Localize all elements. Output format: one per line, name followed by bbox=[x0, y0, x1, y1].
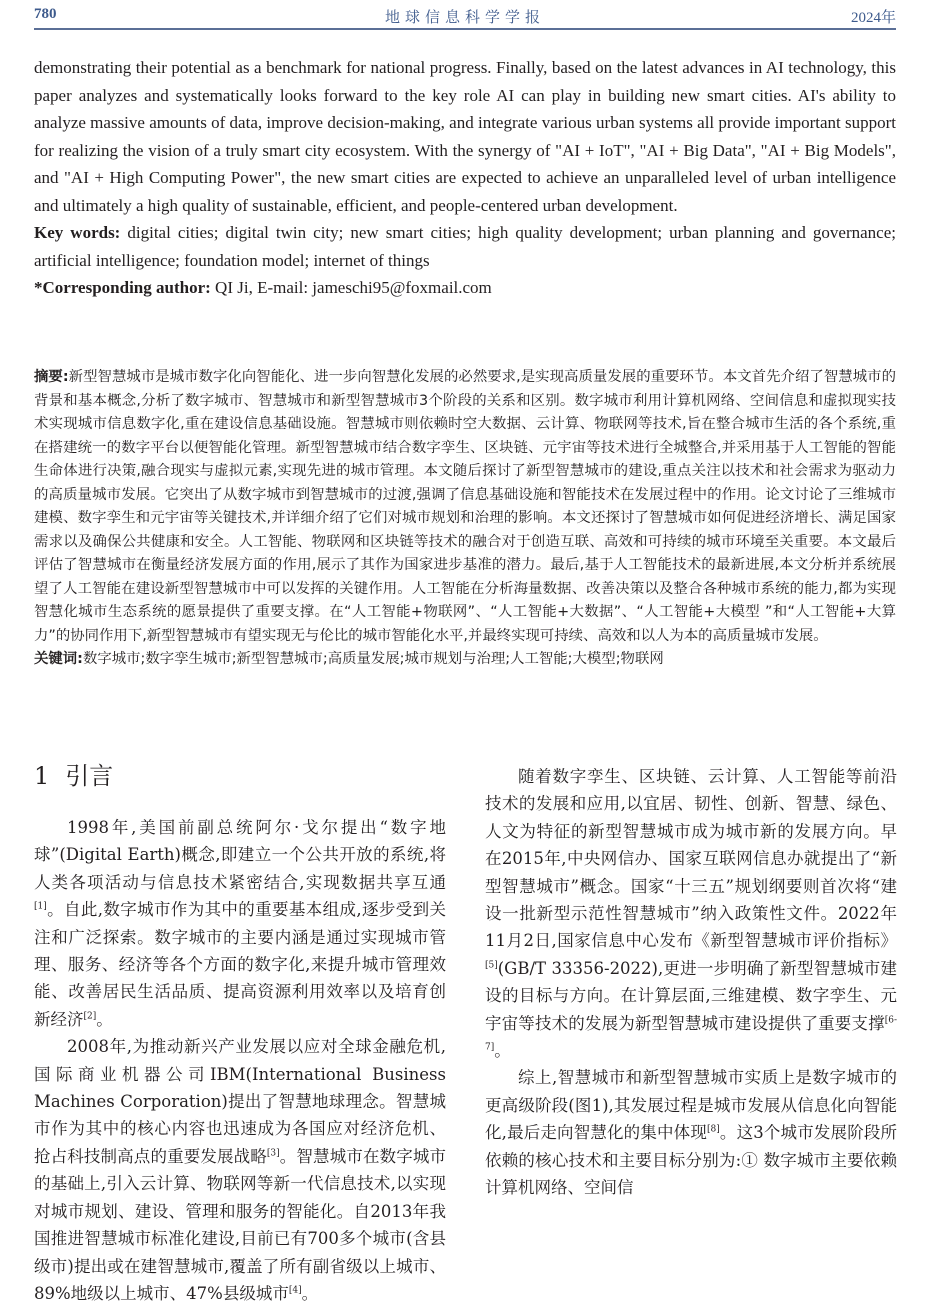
citation-ref-3[interactable]: [3] bbox=[266, 1148, 280, 1159]
chinese-keywords bbox=[34, 648, 896, 672]
chinese-abstract-text: 新型智慧城市是城市数字化向智能化、进一步向智慧化发展的必然要求,是实现高质量发展的重要环节。本文首先介绍了智慧城市的背景和基本概念,分析了数字城市、智慧城市和新型智慧城市3个阶段的关系和区别。数字城市利用计算机网络、空间信息和虚拟现实技术实现城市信息数字化,重在建设信息基础设施。智慧城市则依赖时空大数据、云计算、物联网等技术,旨在整合城市生活的各个系统,重在搭建统一的数字平台以便智能化管理。新型智慧城市结合数字孪生、区块链、元宇宙等技术进行全城整合,并采用基于人工智能的智能生命体进行决策,融合现实与虚拟元素,实现先进的城市管理。本文随后探讨了新型智慧城市的建设,重点关注以技术和社会需求为驱动力的高质量城市发展。它突出了从数字城市到智慧城市的过渡,强调了信息基础设施和智能技术在发展过程中的作用。论文讨论了三维城市建模、数字孪生和元宇宙等关键技术,并详细介绍了它们对城市规划和治理的影响。本文还探讨了智慧城市如何促进经济增长、满足国家需求以及确保公共健康和安全。人工智能、物联网和区块链等技术的融合对于创造互联、高效和可持续的城市环境至关重要。本文最后评估了智慧城市在衡量经济发展方面的作用,展示了其作为国家进步基准的潜力。最后,基于人工智能技术的最新进展,本文分析并系统展望了人工智能在建设新型智慧城市中可以发挥的关键作用。人工智能在分析海量数据、改善决策以及整合各种城市系统的能力,都为实现智慧化城市生态系统的愿景提供了重要支撑。在“人工智能+物联网”、“人工智能+大数据”、“人工智能+大模型 ”和“人工智能+大算力”的协同作用下,新型智慧城市有望实现无与伦比的城市智能化水平,并最终实现可持续、高效和以人为本的高质量城市发展。 bbox=[34, 369, 896, 644]
chinese-abstract-paragraph bbox=[34, 366, 896, 648]
body-paragraph-4 bbox=[485, 1064, 897, 1201]
chinese-keywords-label: 关键词: bbox=[34, 651, 83, 667]
body-column-left bbox=[34, 760, 446, 1307]
citation-ref-8[interactable]: [8] bbox=[707, 1124, 720, 1135]
paragraph-text: 随着数字孪生、区块链、云计算、人工智能等前沿技术的发展和应用,以宜居、韧性、创新、智慧、绿色、人文为特征的新型智慧城市成为城市新的发展方向。早在2015年,中央网信办、国家互联网信息办就提出了“新型智慧城市”概念。国家“十三五”规划纲要则首次将“建设一批新型示范性智慧城市”纳入政策性文件。2022年11月2日,国家信息中心发布《新型智慧城市评价指标》 bbox=[485, 767, 897, 951]
section-heading bbox=[34, 760, 446, 792]
body-paragraph-3 bbox=[485, 763, 897, 1064]
paragraph-text: 。 bbox=[96, 1009, 113, 1029]
corresponding-author-text: QI Ji, E-mail: jameschi95@foxmail.com bbox=[215, 278, 492, 297]
citation-ref-1[interactable]: [1] bbox=[34, 901, 47, 912]
paragraph-text: 1998年,美国前副总统阿尔·戈尔提出“数字地球”(Digital Earth)概念,即建立一个公共开放的系统,将人类各项活动与信息技术紧密结合,实现数据共享互通 bbox=[34, 818, 446, 892]
section-number: 1 bbox=[34, 762, 50, 790]
header-rule bbox=[34, 28, 896, 30]
chinese-abstract bbox=[34, 366, 896, 672]
section-title: 引言 bbox=[65, 762, 114, 790]
running-header bbox=[34, 4, 896, 30]
english-keywords bbox=[34, 219, 896, 274]
english-abstract bbox=[34, 54, 896, 302]
corresponding-author bbox=[34, 274, 896, 302]
paragraph-text: 综上,智慧城市和新型智慧城市实质上是数字城市的更高级阶段(图1),其发展过程是城市发展从信息化向智能化,最后走向智慧化的集中体现 bbox=[485, 1068, 897, 1143]
corresponding-author-label: *Corresponding author: bbox=[34, 278, 211, 297]
citation-ref-2[interactable]: [2] bbox=[83, 1011, 97, 1022]
body-paragraph-2 bbox=[34, 1033, 446, 1307]
paragraph-text: 。自此,数字城市作为其中的重要基本组成,逐步受到关注和广泛探索。数字城市的主要内涵是通过实现城市管理、服务、经济等各个方面的数字化,来提升城市管理效能、改善居民生活品质、提高资源利用效率以及培育创新经济 bbox=[34, 900, 446, 1029]
chinese-abstract-label: 摘要: bbox=[34, 369, 69, 385]
publication-year: 2024年 bbox=[850, 10, 896, 26]
page-number: 780 bbox=[34, 6, 57, 22]
chinese-keywords-text: 数字城市;数字孪生城市;新型智慧城市;高质量发展;城市规划与治理;人工智能;大模型;物联网 bbox=[82, 651, 664, 667]
english-keywords-text: digital cities; digital twin city; new smart cities; high quality development; urban planning and governance; artificial intelligence; foundation model; internet of things bbox=[34, 223, 897, 270]
citation-ref-4[interactable]: [4] bbox=[288, 1285, 302, 1296]
paragraph-text: 。智慧城市在数字城市的基础上,引入云计算、物联网等新一代信息技术,以实现对城市规划、建设、管理和服务的智能化。自2013年我国推进智慧城市标准化建设,目前已有700多个城市(含县级市)提出或在建智慧城市,覆盖了所有副省级以上城市、89%地级以上城市、47%县级城市 bbox=[34, 1146, 447, 1303]
paragraph-text: 。这3个城市发展阶段所依赖的核心技术和主要目标分别为:① 数字城市主要依赖计算机网络、空间信 bbox=[485, 1123, 898, 1198]
citation-ref-5[interactable]: [5] bbox=[485, 960, 498, 971]
paragraph-text: 。 bbox=[301, 1283, 319, 1303]
body-paragraph-1 bbox=[34, 814, 446, 1033]
paragraph-text: 2008年,为推动新兴产业发展以应对全球金融危机,国际商业机器公司IBM(International Business Machines Corporation)提出了智慧地球理念。智慧城市作为其中的核心内容也迅速成为各国应对经济危机、抢占科技制高点的重要发展战略 bbox=[34, 1037, 446, 1166]
journal-title: 地球信息科学学报 bbox=[384, 10, 545, 26]
body-column-right bbox=[485, 763, 897, 1202]
citation-ref-6-7[interactable]: [6-7] bbox=[485, 1015, 897, 1053]
paragraph-text: (GB/T 33356-2022),更进一步明确了新型智慧城市建设的目标与方向。在计算层面,三维建模、数字孪生、元宇宙等技术的发展为新型智慧城市建设提供了重要支撑 bbox=[485, 958, 897, 1033]
english-abstract-text: demonstrating their potential as a benchmark for national progress. Finally, based on the latest advances in AI technology, this paper analyzes and systematically looks forward to the key role AI can play in building new smart cities. AI's ability to analyze massive amounts of data, improve decision-making, and integrate various urban systems all provide important support for realizing the vision of a truly smart city ecosystem. With the synergy of "AI + IoT", "AI + Big Data", "AI + Big Models", and "AI + High Computing Power", the new smart cities are expected to achieve an unparalleled level of urban intelligence and ultimately a high quality of sustainable, efficient, and people-centered urban development. bbox=[34, 58, 896, 215]
paragraph-text: 。 bbox=[494, 1041, 511, 1061]
english-keywords-label: Key words: bbox=[34, 223, 121, 242]
